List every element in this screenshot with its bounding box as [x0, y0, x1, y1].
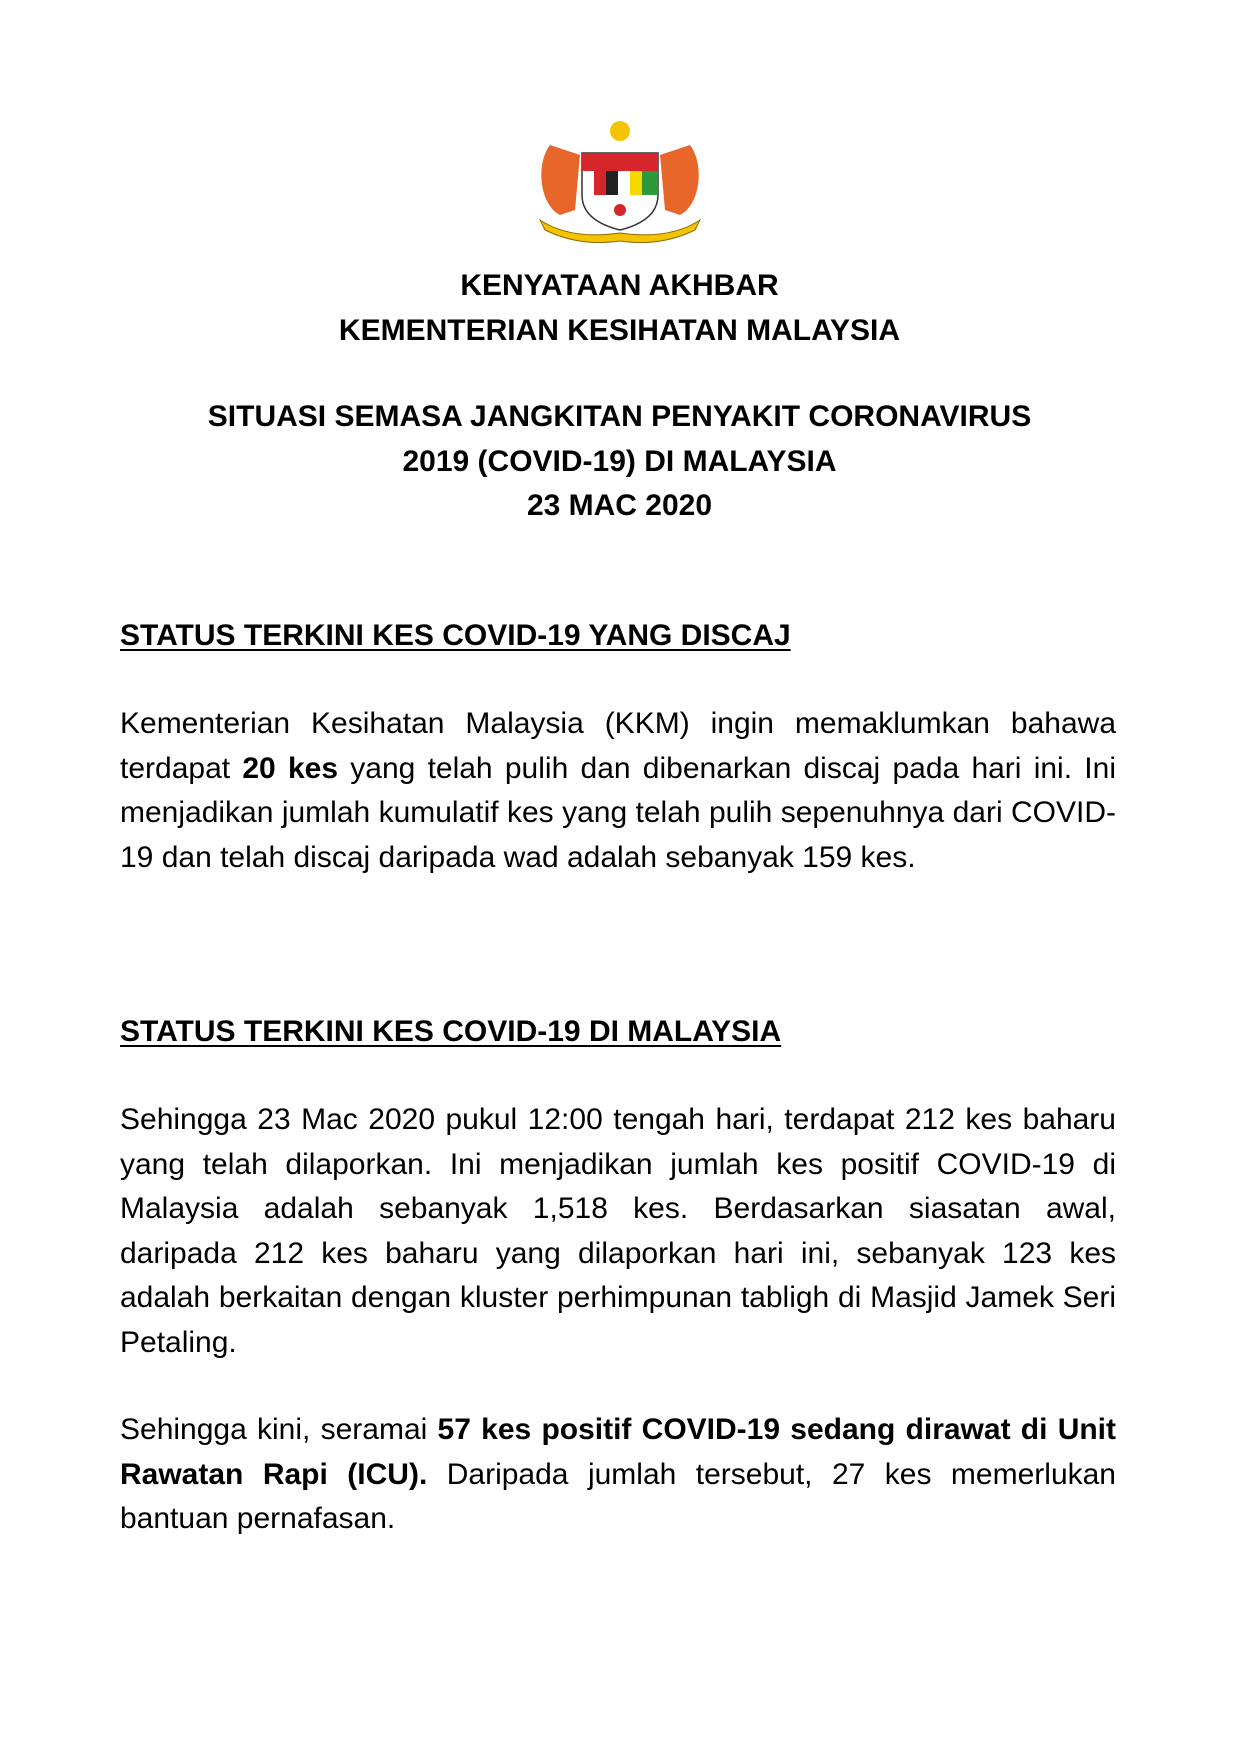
paragraph-discharged [120, 702, 1116, 880]
paragraph-new-cases: Sehingga 23 Mac 2020 pukul 12:00 tengah hari, terdapat 212 kes baharu yang telah dilaporkan. Ini menjadikan jumlah kes positif COVID-19 di Malaysia adalah sebanyak 1,518 kes. Berdasarkan siasatan awal, daripada 212 kes baharu yang dilaporkan hari ini, sebanyak 123 kes adalah berkaitan dengan kluster perhimpunan tabligh di Masjid Jamek Seri Petaling. [120, 1103, 1116, 1359]
text: Kementerian Kesihatan Malaysia (KKM) ingin memaklumkan bahawa terdapat [120, 707, 1116, 785]
paragraph-icu [120, 1408, 1116, 1542]
header-line-2: KEMENTERIAN KESIHATAN MALAYSIA [338, 313, 901, 347]
title-line-2: 2019 (COVID-19) DI MALAYSIA [402, 444, 837, 478]
text: Daripada jumlah tersebut, 27 kes memerlukan bantuan pernafasan. [120, 1457, 1116, 1535]
title-date: 23 MAC 2020 [526, 489, 713, 522]
press-statement-header [0, 264, 1239, 353]
section-heading-discharged: STATUS TERKINI KES COVID-19 YANG DISCAJ [120, 619, 791, 652]
document-title [0, 395, 1239, 529]
text: yang telah pulih dan dibenarkan discaj pada hari ini. Ini menjadikan jumlah kumulatif kes yang telah pulih sepenuhnya dari COVID-19 dan telah discaj daripada wad adalah sebanyak 159 kes. [120, 751, 1116, 874]
text: Sehingga kini, seramai [120, 1413, 438, 1446]
title-line-1: SITUASI SEMASA JANGKITAN PENYAKIT CORONAVIRUS [207, 400, 1032, 433]
bold-text: 20 kes [242, 751, 339, 785]
bold-text: 57 kes positif COVID-19 sedang dirawat di Unit Rawatan Rapi (ICU). [120, 1413, 1117, 1491]
section-heading-malaysia-status: STATUS TERKINI KES COVID-19 DI MALAYSIA [120, 1015, 782, 1048]
malaysia-coat-of-arms-logo [530, 115, 710, 243]
header-line-1: KENYATAAN AKHBAR [460, 269, 779, 302]
